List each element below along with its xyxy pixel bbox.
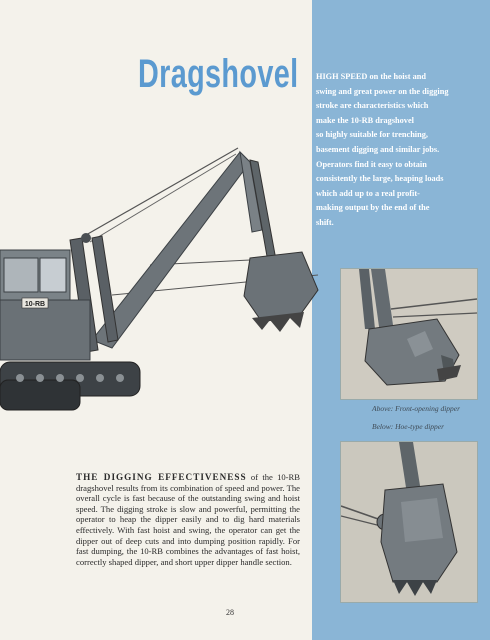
intro-line: basement digging and similar jobs. [316,144,440,154]
dragshovel-machine-illustration [0,140,320,420]
intro-line: Operators find it easy to obtain [316,159,427,169]
intro-line: shift. [316,217,334,227]
caption-front-opening-dipper: Above: Front-opening dipper [372,404,461,413]
intro-line: swing and great power on the digging [316,86,449,96]
intro-line: making output by the end of the [316,203,430,213]
intro-line: HIGH SPEED on the hoist and [316,72,426,81]
intro-line: which add up to a real profit- [316,188,420,198]
page-title: Dragshovel [138,52,299,96]
intro-line: so highly suitable for trenching, [316,130,428,140]
intro-line: stroke are characteristics which [316,101,429,111]
body-paragraph [76,472,300,567]
front-opening-dipper-photo [340,268,478,400]
machine-badge: 10-RB [24,301,46,308]
hoe-type-dipper-photo [340,441,478,603]
page-number: 28 [226,608,234,617]
front-opening-dipper-image [341,269,477,399]
body-text: of the 10-RB dragshovel results from its combination of speed and power. The overall cycle is fast because of the outstanding swing and hoist speed. The digging stroke is slow and powerful, permitting the operator to heap the dipper easily and to dig hard materials effectively. With fast hoist and swing, the operator can get the dipper out of deep cuts and into dumping position rapidly. For fast dumping, the 10-RB combines the advantages of fast hoist, correctly shaped dipper, and short upper dipper handle section. [76,472,300,567]
caption-hoe-type-dipper: Below: Hoe-type dipper [372,422,445,431]
hoe-type-dipper-image [341,442,477,602]
intro-line: make the 10-RB dragshovel [316,115,414,125]
intro-line: consistently the large, heaping loads [316,174,444,184]
intro-paragraph [316,70,484,231]
body-lead-text: THE DIGGING EFFECTIVENESS [76,472,247,482]
